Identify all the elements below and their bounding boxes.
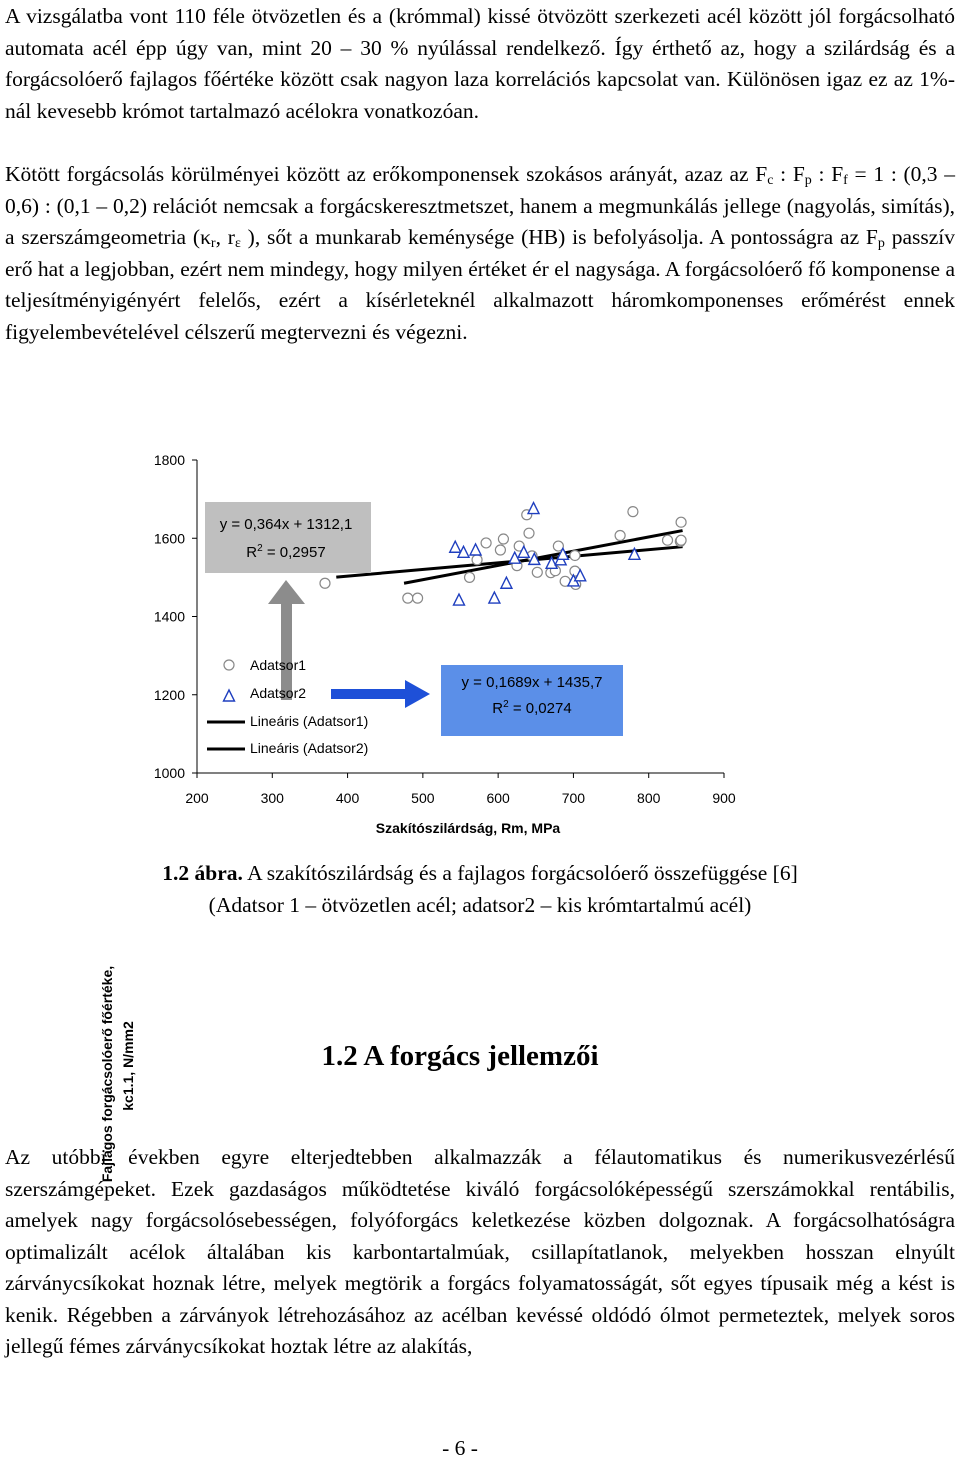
x-tick-label: 600	[486, 790, 510, 806]
data-point-series1	[532, 567, 542, 577]
chart-points	[320, 503, 686, 606]
data-point-series1	[413, 593, 423, 603]
data-point-series1	[472, 555, 482, 565]
equation-box-series1	[205, 502, 371, 573]
arrow-blue-head	[405, 680, 430, 708]
data-point-series2	[453, 594, 464, 605]
data-point-series2	[528, 503, 539, 514]
data-point-series2	[501, 577, 512, 588]
data-point-series1	[403, 593, 413, 603]
arrow-blue-shaft	[331, 689, 409, 699]
figure-caption-text: A szakítószilárdság és a fajlagos forgácsolóerő összefüggése [6]	[242, 861, 798, 885]
y-tick-label: 1600	[153, 530, 185, 547]
data-point-series2	[450, 541, 461, 552]
figure-caption-label: 1.2 ábra.	[162, 861, 243, 885]
data-point-series1	[481, 538, 491, 548]
arrow-gray-head	[268, 580, 305, 604]
x-tick-label: 300	[260, 790, 284, 806]
p2-text-d: = 1 : (0,3 – 0,6) : (0,1 – 0,2) relációt nemcsak a forgácskeresztmetszet, hanem a megmunkálás jellege (nagyolás, simítás), a szerszámgeometria (κ	[5, 162, 956, 249]
trendline-1	[404, 531, 683, 584]
legend-label-trend2: Lineáris (Adatsor2)	[250, 740, 369, 756]
legend-label-series1: Adatsor1	[250, 657, 307, 673]
y-tick-label: 1200	[153, 686, 185, 703]
chart-legend	[207, 657, 368, 756]
paragraph-intro: A vizsgálatba vont 110 féle ötvözetlen és a (krómmal) kissé ötvözött szerkezeti acél között jól forgácsolható automata acél épp úgy van, mint 20 – 30 % nyúlással rendelkező. Így érthető az, hogy a szilárdság és a forgácsolóerő fajlagos főértéke között csak nagyon laza korrelációs kapcsolat van. Különösen igaz ez az 1%-nál kevesebb krómot tartalmazó acélokra vonatkozóan.	[5, 4, 955, 123]
x-tick-label: 700	[561, 790, 586, 806]
r2-series2: $R^2 = 0,0274$	[492, 699, 572, 717]
data-point-series1	[495, 545, 505, 555]
data-point-series1	[676, 535, 686, 545]
data-point-series1	[663, 535, 673, 545]
x-axis-label: Szakítószilárdság, Rm, MPa	[375, 820, 561, 836]
x-tick-label: 900	[712, 790, 736, 806]
x-tick-label: 400	[335, 790, 360, 806]
data-point-series1	[628, 507, 638, 517]
data-point-series1	[498, 534, 508, 544]
legend-label-trend1: Lineáris (Adatsor1)	[250, 713, 369, 729]
x-tick-label: 800	[637, 790, 661, 806]
p2-text-c: : F	[811, 162, 844, 186]
p2-sub-c: c	[767, 173, 774, 188]
p2-sub-r: r	[210, 236, 216, 251]
y-tick-label: 1400	[153, 608, 185, 625]
data-point-series1	[465, 572, 475, 582]
legend-label-series2: Adatsor2	[250, 685, 307, 701]
equation-series1: y = 0,364x + 1312,1	[219, 516, 353, 533]
figure-caption-line2: (Adatsor 1 – ötvözetlen acél; adatsor2 – kis krómtartalmú acél)	[208, 893, 752, 917]
section-heading: 1.2 A forgács jellemzői	[321, 1040, 599, 1072]
p2-text-f: ), sőt a munkarab keménysége (HB) is befolyásolja. A pontosságra az F	[240, 225, 878, 249]
data-point-series1	[676, 517, 686, 527]
y-tick-label: 1800	[153, 452, 185, 468]
p2-sub-p2: p	[877, 236, 885, 251]
p2-text-g: passzív erő hat a legjobban, ezért nem mindegy, hogy milyen értéket ér el nagysága. A forgácsolóerő fő komponense a teljesítményigényért felelős, ezért a kísérleteknél alkalmazott háromkomponenses erőmérést ennek figyelembevételével célszerű megtervezni és végezni.	[5, 225, 955, 344]
data-point-series2	[489, 592, 500, 603]
equation-series2: y = 0,1689x + 1435,7	[461, 674, 603, 691]
data-point-series1	[570, 550, 580, 560]
legend-marker-series1	[224, 660, 234, 670]
paragraph-chip-characteristics: Az utóbbi években egyre elterjedtebben alkalmazzák a félautomatikus és numerikusvezérlésű szerszámgépeket. Ezek gazdaságos működtetése kiváló forgácsolóképességű szerszámokkal rentábilis, amelyek nagy forgácsolósebességen, folyóforgács keletkezése közben dolgoznak. A forgácsolhatóságra optimalizált acélok általában kis karbontartalmúak, csillapítatlanok, melyekben hosszan elnyúlt zárványcsíkokat hoznak létre, melyek megtörik a forgács folyamatosságát, sőt egyes típusaik még a kést is kenik. Régebben a zárványok létrehozásához az acélban kevéssé oldódó ólmot permeteztek, melyek soros jellegű fémes zárványcsíkokat hoztak létre az alakítás,	[5, 1145, 955, 1358]
paragraph-force-components	[5, 159, 955, 348]
x-tick-label: 500	[411, 790, 435, 806]
p2-text-b: : F	[773, 162, 805, 186]
y-axis-label-line1: Fajlagos forgácsolóerő főértéke,	[99, 965, 115, 1183]
legend-marker-series2	[224, 690, 235, 701]
x-tick-label: 200	[185, 790, 209, 806]
p2-sub-p: p	[804, 173, 812, 188]
data-point-series1	[524, 528, 534, 538]
p2-text-e: , r	[215, 225, 235, 249]
r2-series1: $R^2 = 0,2957$	[246, 543, 326, 561]
data-point-series2	[470, 544, 481, 555]
page-number: - 6 -	[442, 1436, 478, 1460]
p2-sub-f: f	[843, 173, 848, 188]
y-axis-label-line2: kc1.1, N/mm2	[120, 1021, 136, 1111]
data-point-series1	[320, 578, 330, 588]
p2-text-a: Kötött forgácsolás körülményei között az erőkomponensek szokásos arányát, azaz az F	[5, 162, 768, 186]
figure-caption-line1	[0, 858, 960, 890]
y-tick-label: 1000	[153, 765, 185, 781]
data-point-series1	[615, 531, 625, 541]
p2-sub-eps: ε	[234, 236, 241, 251]
